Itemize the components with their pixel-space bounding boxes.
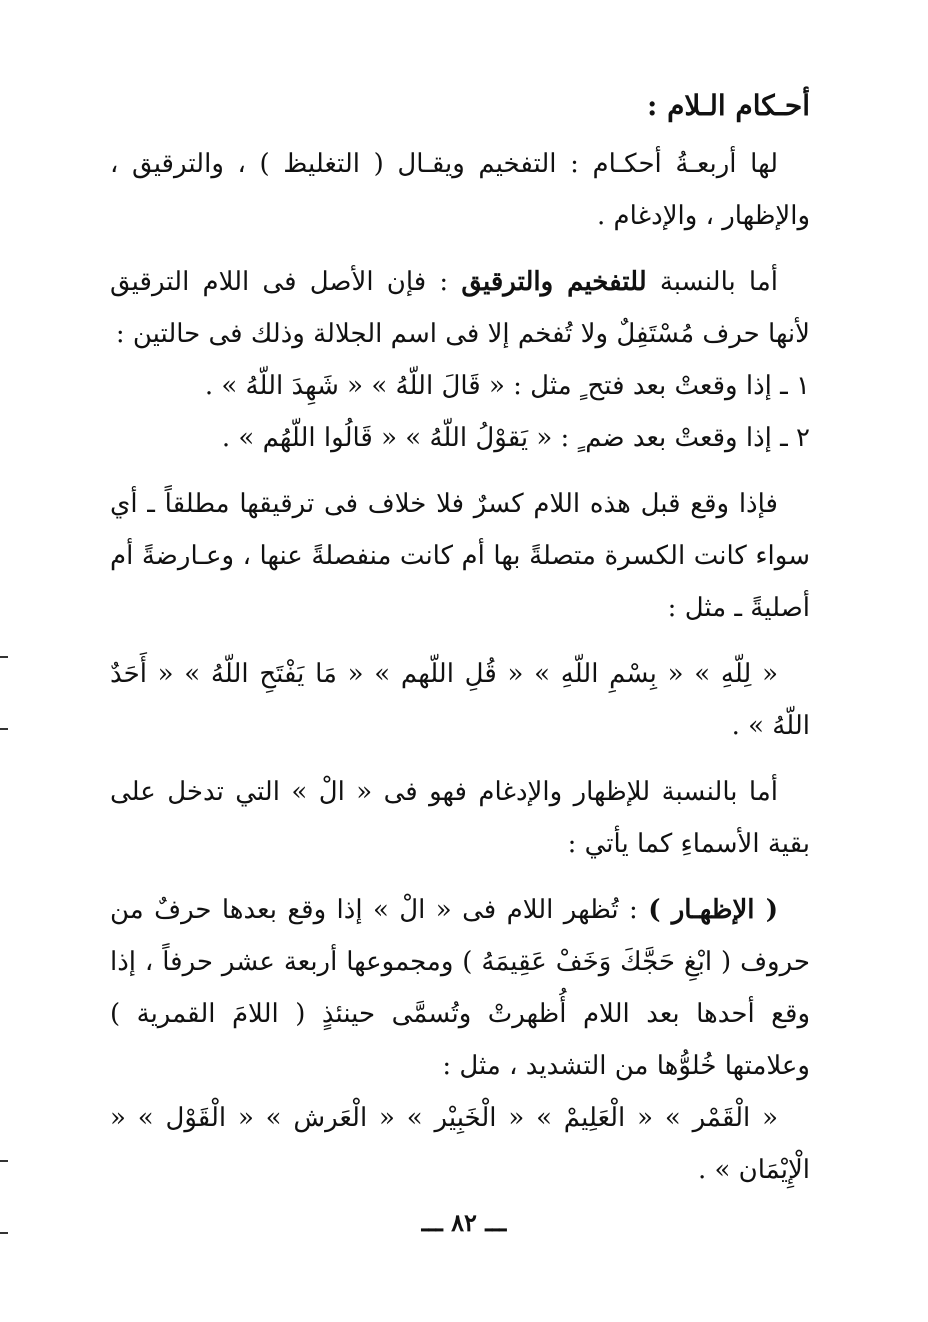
paragraph-izhar-idgham: أما بالنسبة للإظهار والإدغام فهو فى « الْ » التي تدخل على بقية الأسماءِ كما يأتي : bbox=[110, 777, 810, 859]
page-body bbox=[110, 80, 810, 1196]
section-heading: أحـكام الـلام : bbox=[646, 89, 810, 122]
paragraph-kasr: فإذا وقع قبل هذه اللام كسرٌ فلا خلاف فى ترقيقها مطلقاً ـ أي سواء كانت الكسرة متصلةً بها أم كانت منفصلةً عنها ، وعـارضةً أم أصليةً ـ مثل : bbox=[110, 489, 810, 623]
paragraph-izhar-rest: : تُظهر اللام فى « الْ » إذا وقع بعدها حرفٌ من حروف ( ابْغِ حَجَّكَ وَخَفْ عَقِيمَهُ ) ومجموعها أربعة عشر حرفاً ، إذا وقع أحدها بعد اللام أُظهرتْ وتُسمَّى حينئذٍ ( اللامَ القمرية ) وعلامتها خُلوُّها من التشديد ، مثل : bbox=[110, 895, 810, 1081]
scan-edge-mark bbox=[0, 1232, 8, 1234]
paragraph-rules: لها أربعـةُ أحكـام : التفخيم ويقـال ( التغليظ ) ، والترقيق ، والإظهار ، والإدغام . bbox=[110, 149, 810, 231]
page-number: ـــ ٨٢ ـــ bbox=[421, 1208, 507, 1237]
paragraph-tafkhim-bold: للتفخيم والترقيق bbox=[461, 267, 647, 297]
scan-edge-mark bbox=[0, 728, 8, 730]
scan-edge-mark bbox=[0, 1160, 8, 1162]
list-item-2: ٢ ـ إذا وقعتْ بعد ضم ٍ : « يَقوْلُ اللّهُ » « قَالُوا اللّهُم » . bbox=[221, 423, 810, 453]
paragraph-tafkhim-lead: أما بالنسبة bbox=[659, 267, 778, 297]
paragraph-izhar-bold: ( الإظهـار ) bbox=[648, 895, 778, 925]
list-item-1: ١ ـ إذا وقعتْ بعد فتح ٍ مثل : « قَالَ اللّهُ » « شَهِدَ اللّهُ » . bbox=[204, 371, 810, 401]
paragraph-izhar bbox=[110, 884, 810, 1092]
examples-kasr: « لِلّهِ » « بِسْمِ اللّهِ » « قُلِ اللّهم » « مَا يَفْتَحِ اللّهُ » « أَحَدٌ اللّهُ » . bbox=[110, 659, 810, 741]
scan-edge-mark bbox=[0, 656, 8, 658]
paragraph-tafkhim-rest: : فإن الأصل فى اللام الترقيق لأنها حرف مُسْتَفِلٌ ولا تُفخم إلا فى اسم الجلالة وذلك فى حالتين : bbox=[110, 267, 810, 349]
paragraph-tafkhim bbox=[110, 256, 810, 360]
examples-qamariya: « الْقَمْر » « الْعَلِيمْ » « الْخَبِيْر » « الْعَرش » « الْقَوْل » « الْإِيْمَان » . bbox=[110, 1103, 810, 1185]
